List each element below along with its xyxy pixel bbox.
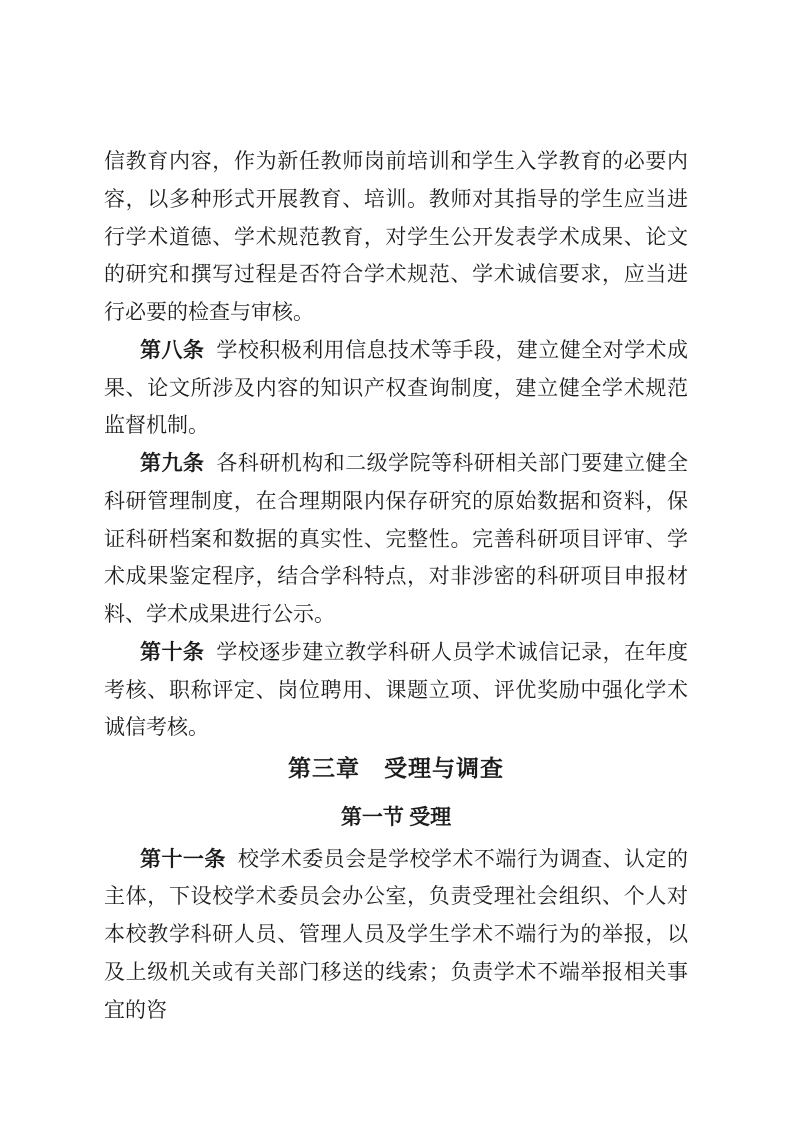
article-11-text: 校学术委员会是学校学术不端行为调查、认定的主体，下设校学术委员会办公室，负责受理社会组织、个人对本校教学科研人员、管理人员及学生学术不端行为的举报，以及上级机关或有关部门移送的线索；负责学术不端举报相关事宜的咨	[104, 846, 689, 1022]
article-9-text: 各科研机构和二级学院等科研相关部门要建立健全科研管理制度，在合理期限内保存研究的原始数据和资料，保证科研档案和数据的真实性、完整性。完善科研项目评审、学术成果鉴定程序，结合学科特点，对非涉密的科研项目申报材料、学术成果进行公示。	[104, 451, 688, 626]
paragraph-article-9	[104, 445, 688, 634]
article-8-number: 第八条	[140, 337, 205, 362]
article-8-text: 学校积极利用信息技术等手段，建立健全对学术成果、论文所涉及内容的知识产权查询制度，建立健全学术规范监督机制。	[104, 337, 688, 438]
paragraph-article-8	[104, 332, 688, 445]
article-11-number: 第十一条	[140, 846, 226, 871]
chapter-heading: 第三章 受理与调查	[288, 755, 504, 781]
paragraph-continuation: 信教育内容，作为新任教师岗前培训和学生入学教育的必要内容，以多种形式开展教育、培训。教师对其指导的学生应当进行学术道德、学术规范教育，对学生公开发表学术成果、论文的研究和撰写过程是否符合学术规范、学术诚信要求，应当进行必要的检查与审核。	[104, 149, 688, 324]
article-10-text: 学校逐步建立教学科研人员学术诚信记录，在年度考核、职称评定、岗位聘用、课题立项、评优奖励中强化学术诚信考核。	[104, 639, 688, 740]
paragraph-article-10	[104, 634, 688, 747]
article-9-number: 第九条	[140, 451, 205, 475]
article-10-number: 第十条	[140, 639, 205, 664]
section-heading: 第一节 受理	[340, 804, 452, 829]
paragraph-article-11	[104, 841, 688, 1030]
